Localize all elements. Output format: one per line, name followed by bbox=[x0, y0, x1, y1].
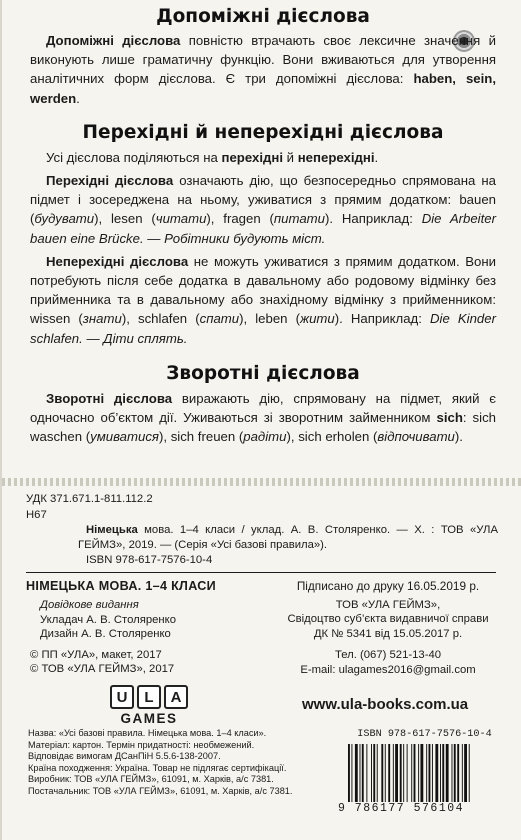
signed-date: Підписано до друку 16.05.2019 р. bbox=[296, 579, 480, 593]
barcode-image bbox=[342, 744, 507, 802]
transitive-paragraph: Перехідні дієслова означають дію, що безпосередньо спрямована на підмет і зосереджена на ньому, уживатися з прямим додатком: bauen (будувати), lesen (читати), fragen (питати). Наприклад: Die Arbeiter bauen eine Brücke. — Робітники будують міст. bbox=[30, 173, 496, 246]
bibliographic-record: Німецька мова. 1–4 класи / уклад. А. В. Столяренко. — Х. : ТОВ «УЛА ГЕЙМЗ», 2019. — (Серія «Усі базові правила»). bbox=[78, 524, 498, 551]
designer: Дизайн А. В. Столяренко bbox=[40, 628, 171, 641]
imprint-right bbox=[268, 579, 508, 678]
rules-section bbox=[30, 6, 496, 446]
imprint-section bbox=[2, 486, 521, 840]
transitive-intro: Усі дієслова поділяються на перехідні й неперехідні. bbox=[46, 149, 379, 165]
section-title-reflexive: Зворотні дієслова bbox=[166, 362, 360, 384]
section-title-auxiliary: Допоміжні дієслова bbox=[156, 6, 370, 27]
email: E-mail: ulagames2016@gmail.com bbox=[300, 663, 476, 676]
barcode-isbn: ISBN 978-617-7576-10-4 bbox=[357, 729, 492, 740]
barcode-digits: 9 786177 576104 bbox=[338, 802, 465, 815]
logo-cube-l: L bbox=[137, 685, 161, 709]
udk-code: УДК 371.671.1-811.112.2 bbox=[26, 493, 153, 505]
imprint-left bbox=[26, 579, 251, 677]
auxiliary-paragraph: Допоміжні дієслова повністю втрачають своє лексичне значення й виконують лише граматичну функцію. Вони вживаються для утворення аналітичних форм дієслова. Є три допоміжні дієслова: haben, sein, werden. bbox=[30, 33, 496, 106]
intransitive-paragraph: Неперехідні дієслова не можуть уживатися з прямим додатком. Вони потребують після себе додатка в давальному або родовому відмінку без прийменника та в давальному або знахідному відмінку з прийменником: wissen (знати), schlafen (спати), leben (жити). Наприклад: Die Kinder schlafen. — Діти сплять. bbox=[30, 253, 496, 346]
divider bbox=[26, 572, 496, 573]
copyright-1: © ПП «УЛА», макет, 2017 bbox=[30, 648, 162, 661]
info-line: Відповідає вимогам ДСанПіН 5.5.6-138-2007. bbox=[28, 751, 221, 762]
logo-cube-u: U bbox=[110, 685, 134, 709]
publisher-dk: ДК № 5341 від 15.05.2017 р. bbox=[313, 627, 463, 640]
edition-type: Довідкове видання bbox=[40, 599, 139, 611]
info-line: Назва: «Усі базові правила. Німецька мова. 1–4 класи». bbox=[28, 728, 267, 738]
info-line: Постачальник: ТОВ «УЛА ГЕЙМЗ», 61091, м. Харків, а/с 7381. bbox=[28, 785, 293, 796]
book-title: НІМЕЦЬКА МОВА. 1–4 КЛАСИ bbox=[26, 579, 217, 593]
ula-games-logo bbox=[106, 685, 192, 726]
info-line: Країна походження: Україна. Товар не підлягає сертифікації. bbox=[28, 762, 287, 773]
website-link[interactable]: www.ula-books.com.ua bbox=[302, 696, 469, 713]
compiler: Укладач А. В. Столяренко bbox=[40, 613, 176, 626]
publisher-cert: Свідоцтво суб’єкта видавничої справи bbox=[287, 613, 489, 626]
section-title-transitive: Перехідні й неперехідні дієслова bbox=[82, 121, 444, 143]
perforation-line bbox=[2, 478, 521, 486]
logo-cube-a: A bbox=[164, 685, 188, 709]
phone: Тел. (067) 521-13-40 bbox=[334, 649, 442, 662]
logo-word: GAMES bbox=[120, 711, 178, 726]
author-mark: Н67 bbox=[26, 509, 47, 521]
biblio-isbn: ISBN 978-617-7576-10-4 bbox=[86, 554, 213, 566]
publisher-name: ТОВ «УЛА ГЕЙМЗ», bbox=[335, 598, 441, 611]
info-line: Матеріал: картон. Термін придатності: необмежений. bbox=[28, 739, 255, 750]
info-line: Виробник: ТОВ «УЛА ГЕЙМЗ», 61091, м. Харків, а/с 7381. bbox=[28, 774, 274, 785]
reflexive-paragraph: Зворотні дієслова виражають дію, спрямовану на підмет, який є одночасно об’єктом дії. Уживаються зі зворотним займенником sich: sich waschen (умиватися), sich freuen (радіти), sich erholen (відпочивати). bbox=[30, 390, 497, 445]
product-info bbox=[28, 728, 326, 798]
copyright-2: © ТОВ «УЛА ГЕЙМЗ», 2017 bbox=[30, 663, 175, 676]
